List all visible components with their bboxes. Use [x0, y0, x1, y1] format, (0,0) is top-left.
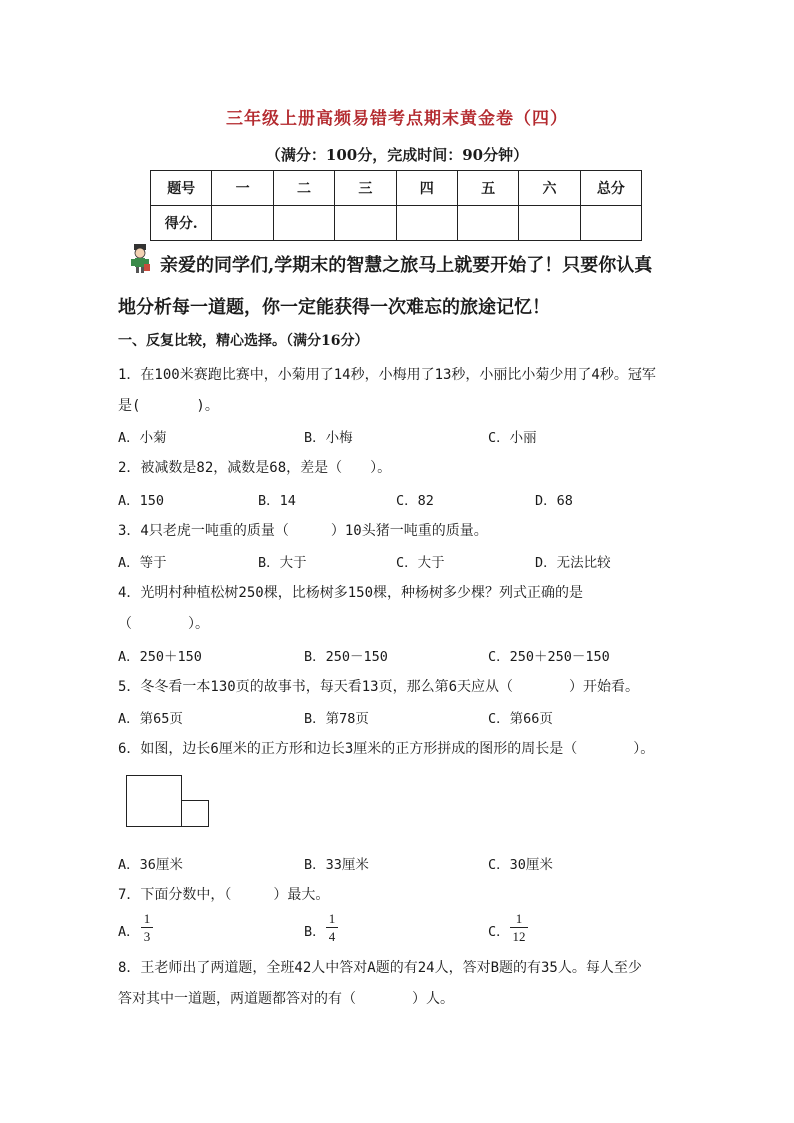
question-7-option-c[interactable]: C．: [488, 924, 510, 940]
score-input-cell[interactable]: [519, 206, 580, 241]
question-5-option-c[interactable]: C．第66页: [488, 711, 553, 727]
fraction-one-third: 1 3: [141, 911, 153, 944]
question-2-option-a[interactable]: A．150: [118, 493, 165, 509]
section-heading-1: 一、反复比较，精心选择。（满分16分）: [118, 333, 369, 349]
question-1-option-b[interactable]: B．小梅: [304, 430, 353, 446]
score-input-cell[interactable]: [580, 206, 641, 241]
question-3-option-c[interactable]: C．大于: [396, 555, 445, 571]
small-square-figure: [181, 800, 209, 827]
question-2-option-c[interactable]: C．82: [396, 493, 434, 509]
score-header-cell: 二: [273, 171, 334, 206]
score-header-cell: 四: [396, 171, 457, 206]
score-input-cell[interactable]: [273, 206, 334, 241]
score-header-cell: 六: [519, 171, 580, 206]
question-1-text-cont: 是( )。: [118, 398, 219, 414]
question-7-option-b[interactable]: B．: [304, 924, 326, 940]
score-header-cell: 题号: [151, 171, 212, 206]
score-header-cell: 总分: [580, 171, 641, 206]
question-2-option-b[interactable]: B．14: [258, 493, 296, 509]
score-input-cell[interactable]: [457, 206, 518, 241]
score-table-score-row: [151, 206, 642, 241]
score-row-label: 得分.: [151, 206, 212, 241]
score-table-header-row: [151, 171, 642, 206]
question-5-option-a[interactable]: A．第65页: [118, 711, 183, 727]
fraction-one-twelfth: 1 12: [510, 911, 528, 944]
question-1-option-a[interactable]: A．小菊: [118, 430, 167, 446]
question-6-text: 6．如图，边长6厘米的正方形和边长3厘米的正方形拼成的图形的周长是（ ）。: [118, 741, 655, 757]
question-2-option-d[interactable]: D．68: [535, 493, 573, 509]
question-3-option-a[interactable]: A．等于: [118, 555, 167, 571]
student-mascot-icon: [128, 244, 152, 274]
score-input-cell[interactable]: [335, 206, 396, 241]
question-7-text: 7．下面分数中，（ ）最大。: [118, 887, 330, 903]
score-input-cell[interactable]: [396, 206, 457, 241]
question-6-option-a[interactable]: A．36厘米: [118, 857, 183, 873]
question-3-option-d[interactable]: D．无法比较: [535, 555, 611, 571]
question-2-text: 2．被减数是82，减数是68，差是（ ）。: [118, 460, 392, 476]
question-6-option-b[interactable]: B．33厘米: [304, 857, 369, 873]
question-1-option-c[interactable]: C．小丽: [488, 430, 537, 446]
fraction-one-quarter: 1 4: [326, 911, 338, 944]
question-4-option-a[interactable]: A．250＋150: [118, 649, 202, 665]
score-table: [150, 170, 642, 241]
question-5-option-b[interactable]: B．第78页: [304, 711, 369, 727]
question-4-text: 4．光明村种植松树250棵，比杨树多150棵，种杨树多少棵？列式正确的是: [118, 585, 583, 601]
question-4-option-c[interactable]: C．250＋250－150: [488, 649, 610, 665]
question-3-text: 3．4只老虎一吨重的质量（ ）10头猪一吨重的质量。: [118, 523, 488, 539]
question-4-option-b[interactable]: B．250－150: [304, 649, 388, 665]
score-header-cell: 一: [212, 171, 273, 206]
score-input-cell[interactable]: [212, 206, 273, 241]
question-6-option-c[interactable]: C．30厘米: [488, 857, 553, 873]
question-7-option-a[interactable]: A．: [118, 924, 140, 940]
large-square-figure: [126, 775, 182, 827]
intro-line-2: 地分析每一道题，你一定能获得一次难忘的旅途记忆！: [118, 297, 550, 318]
exam-title: 三年级上册高频易错考点期末黄金卷（四）: [226, 109, 568, 129]
intro-line-1: 亲爱的同学们,学期末的智慧之旅马上就要开始了！只要你认真: [160, 255, 653, 276]
question-5-text: 5．冬冬看一本130页的故事书，每天看13页，那么第6天应从（ ）开始看。: [118, 679, 639, 695]
score-header-cell: 五: [457, 171, 518, 206]
exam-subtitle: （满分：100分，完成时间：90分钟）: [265, 146, 529, 164]
question-8-text-cont: 答对其中一道题，两道题都答对的有（ ）人。: [118, 991, 454, 1007]
question-3-option-b[interactable]: B．大于: [258, 555, 307, 571]
score-header-cell: 三: [335, 171, 396, 206]
question-1-text: 1．在100米赛跑比赛中，小菊用了14秒，小梅用了13秒，小丽比小菊少用了4秒。冠军: [118, 367, 656, 383]
question-4-text-cont: （ ）。: [118, 616, 209, 632]
question-8-text: 8．王老师出了两道题，全班42人中答对A题的有24人，答对B题的有35人。每人至少: [118, 960, 642, 976]
